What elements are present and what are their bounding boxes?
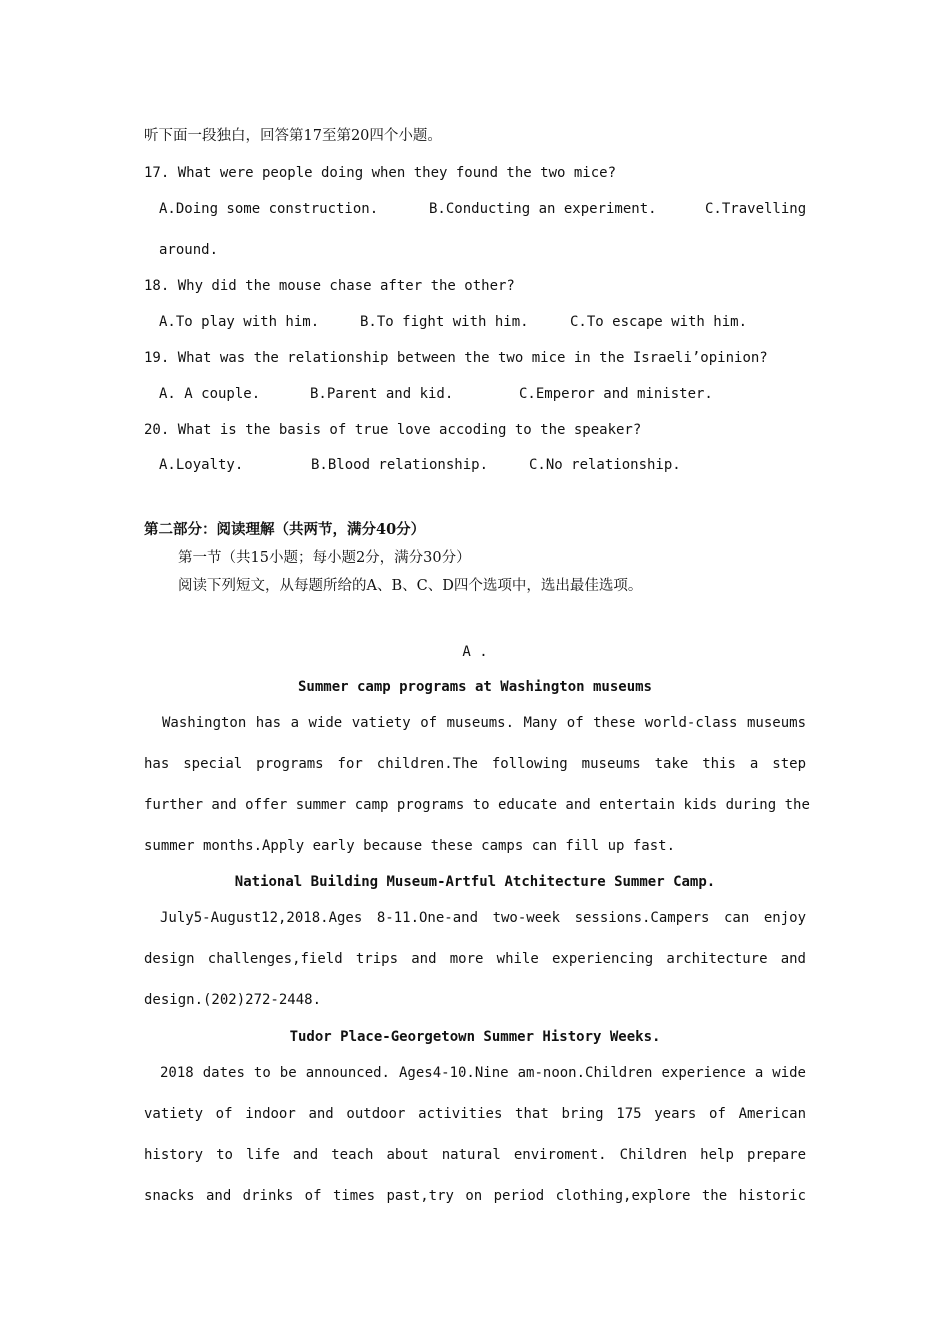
reading-section-title: 第一节（共15小题；每小题2分，满分30分）	[178, 550, 471, 566]
question-17-stem: 17. What were people doing when they found the two mice?	[144, 165, 617, 181]
camp-1-line: design.(202)272-2448.	[144, 992, 322, 1008]
question-18-option-c: C.To escape with him.	[570, 314, 748, 330]
camp-1-line: July5-August12,2018.Ages 8-11.One-and two-week sessions.Campers can enjoy	[160, 910, 806, 926]
question-18-stem: 18. Why did the mouse chase after the other?	[144, 278, 515, 294]
camp-1-line: design challenges,field trips and more while experiencing architecture and	[144, 951, 806, 967]
passage-intro-line: has special programs for children.The following museums take this a step	[144, 756, 806, 772]
question-20-option-b: B.Blood relationship.	[311, 457, 489, 473]
question-17-option-b: B.Conducting an experiment.	[429, 201, 657, 217]
question-18-option-b: B.To fight with him.	[360, 314, 529, 330]
question-20-stem: 20. What is the basis of true love accoding to the speaker?	[144, 422, 642, 438]
camp-2-line: snacks and drinks of times past,try on period clothing,explore the historic	[144, 1188, 806, 1204]
camp-1-heading: National Building Museum-Artful Atchitecture Summer Camp.	[234, 874, 716, 890]
camp-2-line: 2018 dates to be announced. Ages4-10.Nine am-noon.Children experience a wide	[160, 1065, 806, 1081]
question-19-option-b: B.Parent and kid.	[310, 386, 454, 402]
question-17-option-a: A.Doing some construction.	[159, 201, 379, 217]
question-20-option-a: A.Loyalty.	[159, 457, 244, 473]
passage-intro-line: further and offer summer camp programs to educate and entertain kids during the	[144, 797, 810, 813]
passage-title: Summer camp programs at Washington museums	[297, 679, 652, 695]
camp-2-line: vatiety of indoor and outdoor activities that bring 175 years of American	[144, 1106, 806, 1122]
question-20-option-c: C.No relationship.	[529, 457, 681, 473]
passage-label: A .	[462, 644, 488, 660]
camp-2-heading: Tudor Place-Georgetown Summer History Weeks.	[289, 1029, 661, 1045]
question-18-option-a: A.To play with him.	[159, 314, 320, 330]
camp-2-line: history to life and teach about natural enviroment. Children help prepare	[144, 1147, 806, 1163]
question-19-option-a: A. A couple.	[159, 386, 261, 402]
passage-intro-line: summer months.Apply early because these camps can fill up fast.	[144, 838, 676, 854]
reading-instruction: 阅读下列短文，从每题所给的A、B、C、D四个选项中，选出最佳选项。	[178, 578, 643, 594]
listening-instruction: 听下面一段独白，回答第17至第20四个小题。	[144, 128, 442, 144]
question-17-option-c-continuation: around.	[159, 242, 219, 258]
passage-intro-line: Washington has a wide vatiety of museums. Many of these world-class museums	[162, 715, 806, 731]
reading-part-title: 第二部分：阅读理解（共两节，满分40分）	[144, 521, 426, 538]
question-17-option-c: C.Travelling	[705, 201, 807, 217]
question-19-stem: 19. What was the relationship between the two mice in the Israeli’opinion?	[144, 350, 768, 366]
question-19-option-c: C.Emperor and minister.	[519, 386, 713, 402]
